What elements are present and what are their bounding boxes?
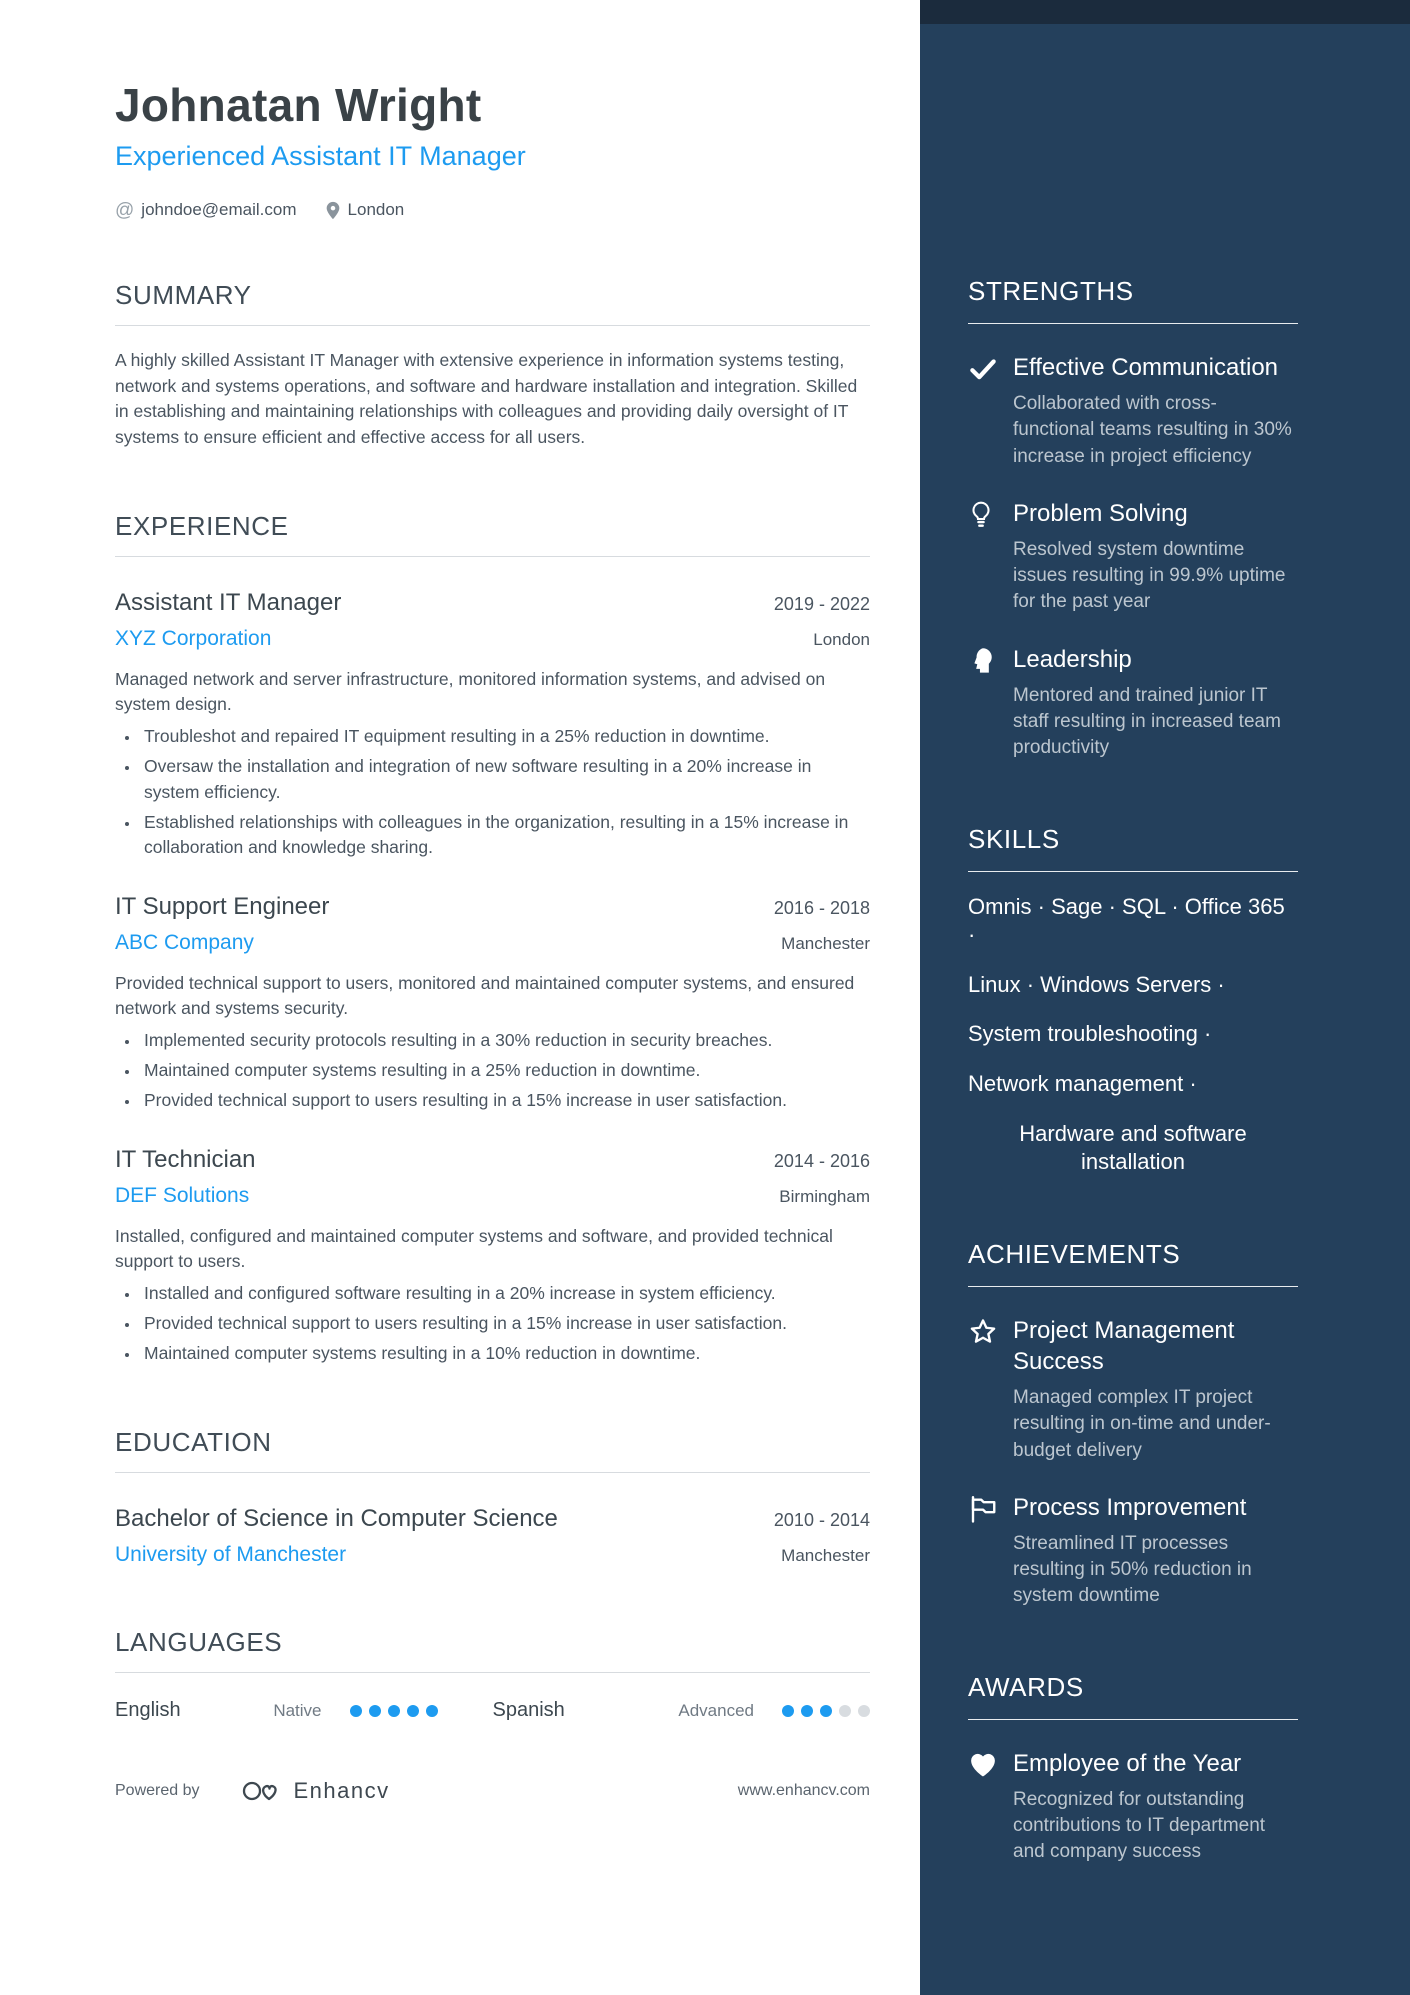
job-description: Provided technical support to users, monitored and maintained computer systems, and ensured network and systems security. [115, 972, 855, 1019]
sidebar [920, 0, 1410, 1995]
language-item [493, 1699, 871, 1722]
job-dates: 2014 - 2016 [773, 1150, 870, 1171]
flag-icon [968, 1492, 998, 1524]
skill-line: Hardware and software installation [1019, 1120, 1247, 1175]
job-bullet: • Maintained computer systems resulting in a 10% reduction in downtime. [140, 1341, 870, 1366]
job-bullets [115, 1028, 870, 1114]
achievement-item-description: Managed complex IT project resulting in on-time and under-budget delivery [1013, 1387, 1271, 1461]
proficiency-dot-filled [820, 1705, 832, 1717]
strength-item [968, 644, 1298, 762]
skill-line: System troubleshooting · [968, 1021, 1212, 1047]
strength-item-description: Mentored and trained junior IT staff resulting in increased team productivity [1013, 684, 1281, 759]
job-title: IT Support Engineer [115, 892, 330, 920]
award-item [968, 1748, 1298, 1866]
award-item-title: Employee of the Year [1013, 1749, 1242, 1777]
proficiency-dot-filled [388, 1705, 400, 1717]
education-section [115, 1427, 870, 1567]
achievements-list [968, 1315, 1298, 1610]
strength-item [968, 352, 1298, 470]
location-text: London [347, 200, 405, 219]
job-title: Assistant IT Manager [115, 588, 342, 616]
contact-row [115, 200, 870, 220]
strength-item-title: Leadership [1013, 645, 1132, 673]
strengths-section [968, 276, 1298, 762]
job-bullet: • Provided technical support to users resulting in a 15% increase in user satisfaction. [140, 1088, 870, 1113]
skill-line: Linux · Windows Servers · [968, 971, 1225, 997]
page-footer [115, 1778, 870, 1804]
language-level: Native [273, 1700, 322, 1720]
skills-section [968, 824, 1298, 1177]
job-company-link[interactable]: ABC Company [115, 930, 254, 954]
brand-name: Enhancv [293, 1778, 390, 1803]
achievements-heading: ACHIEVEMENTS [968, 1239, 1298, 1287]
proficiency-dot-filled [369, 1705, 381, 1717]
education-item [115, 1503, 870, 1567]
experience-list [115, 587, 870, 1367]
awards-section [968, 1672, 1298, 1866]
language-proficiency-dots [782, 1705, 870, 1717]
check-icon [968, 352, 998, 384]
sidebar-top-band [920, 0, 1410, 24]
degree-title: Bachelor of Science in Computer Science [115, 1504, 558, 1532]
experience-heading: EXPERIENCE [115, 510, 289, 541]
website-link[interactable]: www.enhancv.com [737, 1782, 870, 1799]
strength-item-description: Resolved system downtime issues resulting in 99.9% uptime for the past year [1013, 539, 1286, 613]
section-divider [115, 556, 870, 557]
job-bullet: • Established relationships with colleagues in the organization, resulting in a 15% increase in collaboration and knowledge sharing. [140, 810, 870, 861]
head-icon [968, 644, 998, 676]
proficiency-dot-empty [839, 1705, 851, 1717]
strength-item-description: Collaborated with cross-functional teams resulting in 30% increase in project efficiency [1013, 393, 1292, 467]
job-bullets [115, 724, 870, 861]
enhancv-logo-icon [242, 1778, 282, 1804]
skill-line: Network management · [968, 1070, 1197, 1096]
job-bullet: • Troubleshot and repaired IT equipment resulting in a 25% reduction in downtime. [140, 724, 870, 749]
experience-item [115, 587, 870, 861]
proficiency-dot-filled [782, 1705, 794, 1717]
resume-header [115, 78, 870, 220]
achievement-item-title: Process Improvement [1013, 1493, 1247, 1521]
job-description: Installed, configured and maintained computer systems and software, and provided technical support to users. [115, 1225, 833, 1272]
job-location: Birmingham [779, 1186, 870, 1206]
job-bullet: • Implemented security protocols resulting in a 30% reduction in security breaches. [140, 1028, 870, 1053]
education-dates: 2010 - 2014 [773, 1509, 870, 1530]
summary-text: A highly skilled Assistant IT Manager with extensive experience in information systems testing, network and systems operations, and software and hardware installation and integration. Skilled in establishing and maintaining relationships with colleagues and providing daily oversight of IT systems to ensure efficient and effective access for all users. [115, 350, 858, 448]
language-proficiency-dots [350, 1705, 438, 1717]
strength-item [968, 498, 1298, 616]
lightbulb-icon [968, 498, 998, 530]
job-company-link[interactable]: DEF Solutions [115, 1183, 250, 1207]
skill-line: Omnis · Sage · SQL · Office 365 · [968, 893, 1285, 948]
awards-list [968, 1748, 1298, 1866]
proficiency-dot-empty [858, 1705, 870, 1717]
award-item-description: Recognized for outstanding contributions to IT department and company success [1013, 1788, 1266, 1863]
proficiency-dot-filled [801, 1705, 813, 1717]
email-text[interactable]: johndoe@email.com [141, 200, 297, 219]
email-contact [115, 200, 297, 220]
summary-heading: SUMMARY [115, 280, 252, 310]
summary-section [115, 280, 870, 451]
languages-heading: LANGUAGES [115, 1627, 283, 1657]
languages-section [115, 1627, 870, 1722]
achievement-item-description: Streamlined IT processes resulting in 50% reduction in system downtime [1013, 1532, 1252, 1607]
job-description: Managed network and server infrastructure, monitored information systems, and advised on system design. [115, 669, 826, 715]
job-title: IT Technician [115, 1145, 256, 1173]
powered-by-label: Powered by [115, 1782, 200, 1799]
job-dates: 2016 - 2018 [773, 897, 870, 918]
languages-list [115, 1699, 870, 1722]
job-location: London [813, 630, 870, 650]
star-icon [968, 1315, 998, 1347]
school-link[interactable]: University of Manchester [115, 1543, 347, 1566]
achievement-item-title: Project Management Success [1013, 1316, 1235, 1375]
language-name: English [115, 1699, 181, 1721]
proficiency-dot-filled [426, 1705, 438, 1717]
achievement-item [968, 1315, 1298, 1464]
language-level: Advanced [678, 1700, 754, 1720]
education-heading: EDUCATION [115, 1426, 272, 1457]
proficiency-dot-filled [350, 1705, 362, 1717]
awards-heading: AWARDS [968, 1672, 1298, 1720]
education-location: Manchester [781, 1546, 870, 1565]
strengths-list [968, 352, 1298, 762]
location-pin-icon [325, 201, 341, 220]
section-divider [115, 1672, 870, 1673]
skills-heading: SKILLS [968, 824, 1298, 872]
job-bullet: • Provided technical support to users resulting in a 15% increase in user satisfaction. [140, 1311, 870, 1336]
proficiency-dot-filled [407, 1705, 419, 1717]
location-contact [325, 200, 405, 220]
experience-item [115, 1144, 870, 1367]
job-dates: 2019 - 2022 [773, 593, 870, 614]
job-bullet: • Oversaw the installation and integration of new software resulting in a 20% increase in system efficiency. [140, 754, 870, 805]
skills-list [968, 893, 1298, 1177]
person-name: Johnatan Wright [115, 79, 482, 131]
experience-item [115, 891, 870, 1114]
strength-item-title: Problem Solving [1013, 499, 1188, 527]
experience-section [115, 511, 870, 1367]
job-location: Manchester [781, 933, 870, 953]
person-job-title: Experienced Assistant IT Manager [115, 141, 526, 171]
achievements-section [968, 1239, 1298, 1610]
job-bullet: • Installed and configured software resulting in a 20% increase in system efficiency. [140, 1281, 870, 1306]
heart-icon [968, 1748, 998, 1778]
job-bullets [115, 1281, 870, 1367]
email-icon: @ [115, 199, 135, 221]
job-company-link[interactable]: XYZ Corporation [115, 627, 272, 651]
language-item [115, 1699, 493, 1722]
strengths-heading: STRENGTHS [968, 276, 1298, 324]
section-divider [115, 1472, 870, 1473]
strength-item-title: Effective Communication [1013, 354, 1279, 381]
job-bullet: • Maintained computer systems resulting in a 25% reduction in downtime. [140, 1058, 870, 1083]
section-divider [115, 325, 870, 326]
language-name: Spanish [492, 1699, 565, 1721]
achievement-item [968, 1492, 1298, 1610]
